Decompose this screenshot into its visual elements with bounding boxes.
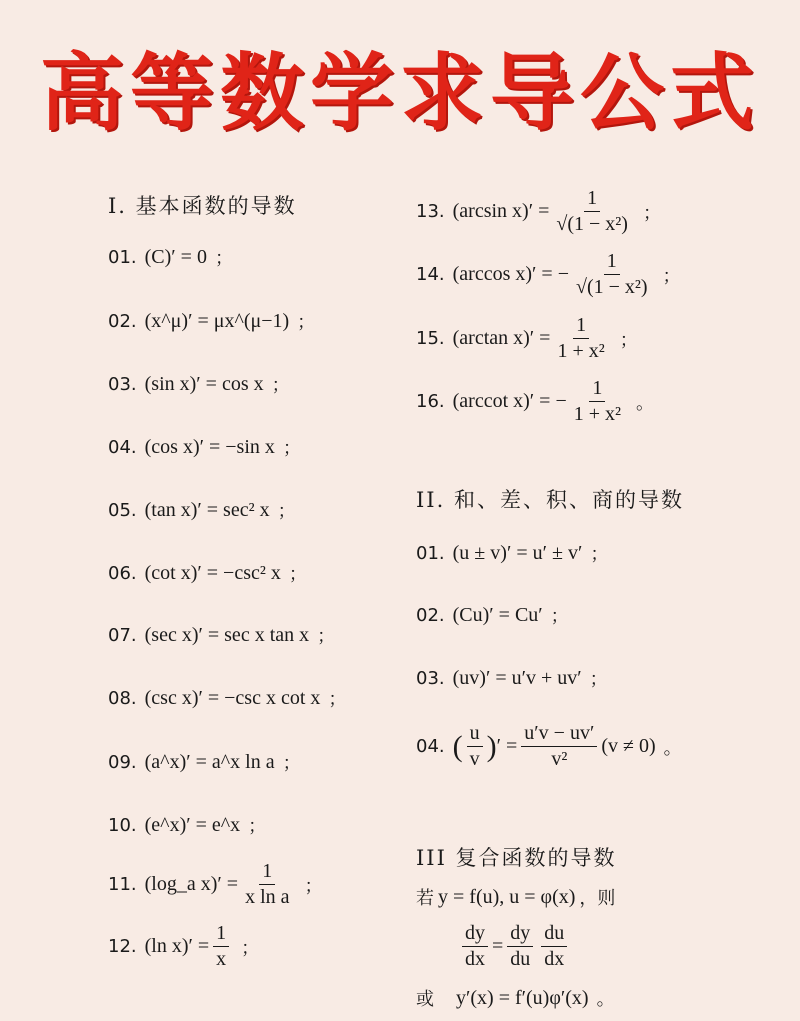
- fraction-denominator: dx: [465, 948, 485, 970]
- fraction-denominator: 1 + x²: [573, 403, 622, 425]
- fraction-denominator: v²: [551, 748, 568, 770]
- formula-expression: (C)′ = 0: [144, 245, 207, 268]
- fraction: [521, 722, 597, 771]
- formula-expression: (csc x)′ = −csc x cot x: [144, 686, 321, 709]
- formula-punctuation: ；: [248, 816, 267, 837]
- fraction-numerator: u′v − uv′: [521, 722, 597, 747]
- formula-punctuation: ；: [297, 312, 316, 333]
- formula-ii-02: [416, 602, 569, 628]
- equals-sign: =: [492, 935, 504, 957]
- fraction-denominator: x: [216, 948, 227, 970]
- fraction-numerator: 1: [589, 377, 605, 402]
- fraction-numerator: 1: [604, 250, 620, 275]
- formula-ii-03: [416, 665, 608, 691]
- formula-punctuation: ；: [304, 875, 323, 897]
- formula-number: 04.: [108, 436, 137, 458]
- formula-03: [108, 371, 290, 397]
- formula-06: [108, 560, 307, 586]
- fraction: [462, 922, 488, 971]
- fraction-denominator: √(1 − x²): [575, 276, 648, 298]
- formula-ii-04: [416, 722, 682, 771]
- formula-expression: (tan x)′ = sec² x: [144, 498, 270, 521]
- formula-punctuation: 。: [636, 392, 655, 414]
- formula-punctuation: ；: [328, 689, 347, 710]
- formula-punctuation: ；: [282, 438, 301, 459]
- formula-lhs: (arctan x)′ =: [452, 327, 551, 349]
- formula-punctuation: ；: [642, 202, 661, 224]
- formula-number: 01.: [108, 246, 137, 268]
- formula-expression: (uv)′ = u′v + uv′: [452, 666, 582, 689]
- chain-rule-intro: [416, 884, 615, 910]
- fraction-denominator: du: [510, 948, 531, 970]
- formula-number: 11.: [108, 874, 137, 895]
- formula-punctuation: ；: [288, 564, 307, 585]
- formula-punctuation: 。: [663, 737, 682, 759]
- formula-07: [108, 622, 335, 648]
- formula-lhs: (arcsin x)′ =: [452, 200, 550, 222]
- formula-expression: (Cu)′ = Cu′: [452, 603, 543, 626]
- fraction: [553, 187, 631, 236]
- fraction-numerator: 1: [573, 314, 589, 339]
- intro-formula: y = f(u), u = φ(x): [438, 885, 576, 908]
- formula-punctuation: ；: [282, 753, 301, 774]
- formula-ii-01: [416, 540, 608, 566]
- formula-14: [416, 250, 681, 299]
- fraction-numerator: dy: [462, 922, 488, 947]
- intro-ze: ，则: [579, 888, 616, 909]
- formula-punctuation: 。: [596, 989, 615, 1010]
- formula-number: 07.: [108, 624, 137, 646]
- or-formula: y′(x) = f′(u)φ′(x): [456, 986, 589, 1009]
- section-1-heading: I. 基本函数的导数: [108, 194, 297, 218]
- formula-02: [108, 308, 315, 334]
- chain-rule-alt: [416, 985, 615, 1011]
- formula-05: [108, 497, 296, 523]
- or-label: 或: [416, 989, 434, 1010]
- formula-lhs: (ln x)′ =: [144, 935, 210, 957]
- paren-open: (: [452, 729, 463, 763]
- formula-expression: (u ± v)′ = u′ ± v′: [452, 541, 583, 564]
- fraction: [213, 922, 229, 971]
- fraction-numerator: 1: [259, 860, 275, 885]
- formula-11: [108, 860, 323, 909]
- formula-09: [108, 749, 301, 775]
- section-2-heading: II. 和、差、积、商的导数: [416, 488, 684, 512]
- section-3-heading: III 复合函数的导数: [416, 846, 617, 870]
- fraction: [541, 922, 567, 971]
- formula-number: 15.: [416, 328, 445, 349]
- formula-13: [416, 187, 661, 236]
- fraction: [554, 314, 607, 363]
- fraction-numerator: u: [467, 722, 483, 747]
- fraction: [507, 922, 533, 971]
- formula-number: 03.: [108, 373, 137, 395]
- formula-expression: (x^μ)′ = μx^(μ−1): [144, 309, 290, 332]
- formula-punctuation: ；: [214, 248, 233, 269]
- formula-lhs: (arccos x)′ = −: [452, 263, 569, 285]
- formula-punctuation: ；: [589, 669, 608, 690]
- fraction-numerator: 1: [584, 187, 600, 212]
- formula-16: [416, 377, 654, 426]
- formula-expression: (sin x)′ = cos x: [144, 372, 264, 395]
- formula-punctuation: ；: [317, 626, 336, 647]
- fraction: [467, 722, 483, 771]
- formula-01: [108, 244, 233, 270]
- formula-punctuation: ；: [590, 544, 609, 565]
- formula-number: 12.: [108, 936, 137, 957]
- formula-number: 09.: [108, 751, 137, 773]
- fraction: [573, 250, 651, 299]
- formula-expression: (sec x)′ = sec x tan x: [144, 623, 310, 646]
- fraction-denominator: x ln a: [245, 886, 290, 908]
- formula-expression: (cos x)′ = −sin x: [144, 435, 275, 458]
- fraction: [242, 860, 292, 909]
- formula-lhs: (arccot x)′ = −: [452, 390, 567, 412]
- formula-punctuation: ；: [277, 501, 296, 522]
- fraction-denominator: √(1 − x²): [556, 213, 628, 235]
- fraction-denominator: v: [469, 748, 480, 770]
- formula-number: 01.: [416, 542, 445, 564]
- formula-punctuation: ；: [271, 375, 290, 396]
- formula-15: [416, 314, 638, 363]
- formula-expression: (a^x)′ = a^x ln a: [144, 750, 275, 773]
- formula-number: 14.: [416, 264, 445, 285]
- formula-number: 08.: [108, 687, 137, 709]
- fraction-numerator: du: [541, 922, 567, 947]
- formula-punctuation: ；: [619, 329, 638, 351]
- formula-number: 03.: [416, 667, 445, 689]
- formula-number: 04.: [416, 736, 445, 757]
- formula-number: 02.: [416, 604, 445, 626]
- formula-number: 06.: [108, 562, 137, 584]
- intro-ruo: 若: [416, 888, 434, 909]
- paren-close: ): [486, 729, 497, 763]
- formula-punctuation: ；: [241, 937, 260, 959]
- formula-12: [108, 922, 259, 971]
- prime-equals: ′ =: [496, 735, 518, 757]
- formula-condition: (v ≠ 0): [601, 735, 656, 757]
- page-title: 高等数学求导公式: [39, 44, 760, 142]
- fraction: [571, 377, 624, 426]
- formula-number: 05.: [108, 499, 137, 521]
- formula-punctuation: ；: [550, 606, 569, 627]
- formula-10: [108, 812, 266, 838]
- formula-number: 16.: [416, 391, 445, 412]
- formula-number: 13.: [416, 201, 445, 222]
- fraction-numerator: dy: [507, 922, 533, 947]
- formula-punctuation: ；: [662, 265, 681, 287]
- formula-expression: (e^x)′ = e^x: [144, 813, 241, 836]
- formula-number: 10.: [108, 814, 137, 836]
- formula-lhs: (log_a x)′ =: [144, 873, 239, 895]
- fraction-numerator: 1: [213, 922, 229, 947]
- chain-rule-formula: [458, 922, 571, 971]
- formula-04: [108, 434, 301, 460]
- formula-number: 02.: [108, 310, 137, 332]
- fraction-denominator: dx: [544, 948, 565, 970]
- formula-08: [108, 685, 346, 711]
- formula-expression: (cot x)′ = −csc² x: [144, 561, 281, 584]
- fraction-denominator: 1 + x²: [557, 340, 605, 362]
